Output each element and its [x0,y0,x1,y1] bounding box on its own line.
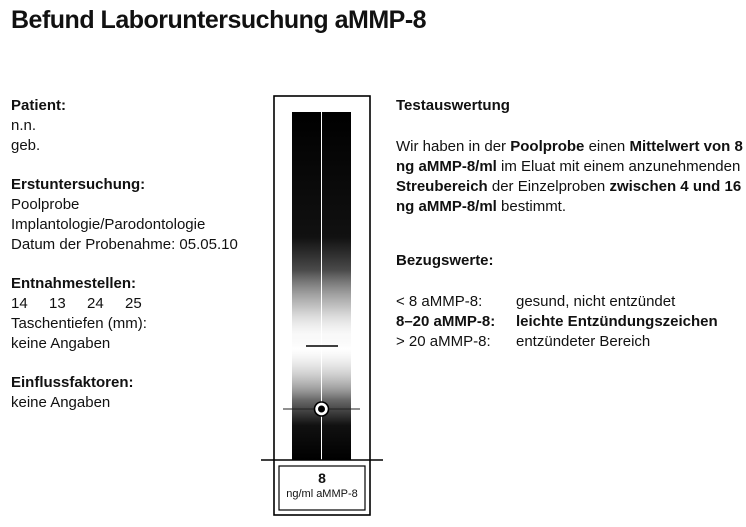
gauge-readout [279,466,365,510]
evaluation-text-part: im Eluat mit einem anzunehmenden [496,158,741,175]
evaluation-text-part: bestimmt. [496,198,567,215]
reference-range: < 8 aMMP-8: [396,293,483,310]
evaluation-emphasis: Poolprobe [510,138,585,155]
sampling-site: 24 [87,295,104,312]
first-exam-heading: Erstuntersuchung: [11,176,146,193]
reference-row [396,332,744,352]
pocket-depth-value: keine Angaben [11,335,111,352]
sampling-heading: Entnahmestellen: [11,275,137,292]
first-exam-line: Poolprobe [11,196,80,213]
evaluation-text-part: Wir haben in der [396,138,511,155]
patient-name: n.n. [11,117,37,134]
reference-range: 8–20 aMMP-8: [396,313,496,330]
reference-range: > 20 aMMP-8: [396,333,491,350]
factors-heading: Einflussfaktoren: [11,374,134,391]
page-title: Befund Laboruntersuchung aMMP-8 [11,6,427,34]
evaluation-emphasis: zwischen 4 und 16 ng aMMP-8/ml [396,178,742,215]
sampling-site: 14 [11,295,28,312]
evaluation-text [396,137,744,217]
patient-heading: Patient: [11,97,67,114]
reference-desc: leichte Entzündungszeichen [516,313,718,330]
pocket-depth-label: Taschentiefen (mm): [11,315,147,332]
evaluation-emphasis: Mittelwert von 8 ng aMMP-8/ml [396,138,743,175]
evaluation-text-part: einen [584,138,630,155]
sampling-site: 13 [49,295,66,312]
evaluation-column [396,96,744,352]
reference-row [396,292,744,312]
reference-row [396,312,744,332]
evaluation-emphasis: Streubereich [396,178,488,195]
first-exam-line: Datum der Probenahme: 05.05.10 [11,236,238,253]
evaluation-heading: Testauswertung [396,97,510,114]
reference-desc: gesund, nicht entzündet [516,293,676,310]
gauge-value-dot [318,406,325,413]
factors-value: keine Angaben [11,394,111,411]
reference-desc: entzündeter Bereich [516,333,651,350]
evaluation-text-part: der Einzelproben [487,178,610,195]
reference-heading: Bezugswerte: [396,252,494,269]
patient-birth: geb. [11,137,41,154]
gauge-value: 8 [318,470,326,486]
first-exam-line: Implantologie/Parodontologie [11,216,206,233]
gauge-unit: ng/ml aMMP-8 [286,488,358,500]
sampling-site: 25 [125,295,142,312]
